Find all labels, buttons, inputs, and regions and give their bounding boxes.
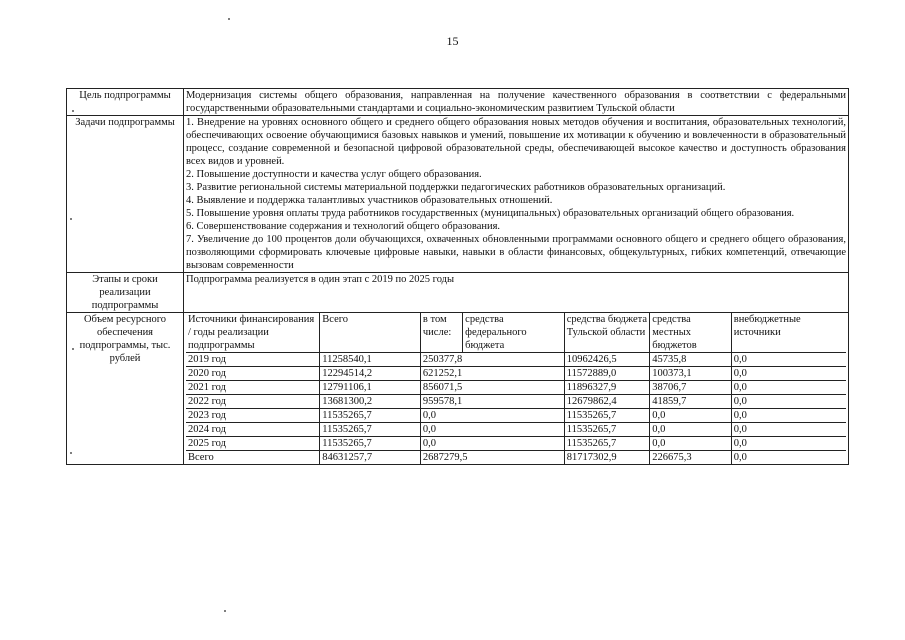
task-item: 4. Выявление и поддержка талантливых участников образовательных отношений. (186, 195, 553, 206)
funding-data-row (186, 423, 846, 437)
cell-local: 38706,7 (650, 381, 731, 395)
tasks-list (184, 116, 849, 273)
cell-extra: 0,0 (731, 381, 846, 395)
task-item: 5. Повышение уровня оплаты труда работников государственных (муниципальных) образовательных организаций общего образования. (186, 208, 795, 219)
cell-extra: 0,0 (731, 409, 846, 423)
header-source: Источники финансирования / годы реализации подпрограммы (186, 313, 320, 353)
cell-year: 2025 год (186, 437, 320, 451)
funding-data-row (186, 409, 846, 423)
cell-federal: 0,0 (420, 437, 564, 451)
funding-total-row (186, 451, 846, 465)
cell-year: 2021 год (186, 381, 320, 395)
cell-federal: 0,0 (420, 409, 564, 423)
cell-total: 11535265,7 (320, 409, 421, 423)
cell-total: 11535265,7 (320, 423, 421, 437)
cell-local: 100373,1 (650, 367, 731, 381)
tasks-row (67, 116, 849, 273)
funding-data-row (186, 367, 846, 381)
scan-speck (228, 18, 230, 20)
cell-federal: 0,0 (420, 423, 564, 437)
cell-extra: 0,0 (731, 451, 846, 465)
cell-extra: 0,0 (731, 423, 846, 437)
scan-speck (224, 610, 226, 612)
stages-row (67, 273, 849, 313)
cell-regional: 11535265,7 (564, 423, 650, 437)
cell-extra: 0,0 (731, 395, 846, 409)
funding-table-cell (184, 313, 849, 465)
cell-local: 41859,7 (650, 395, 731, 409)
cell-extra: 0,0 (731, 367, 846, 381)
cell-local: 0,0 (650, 437, 731, 451)
page-number: 15 (446, 34, 459, 48)
scan-speck (72, 110, 74, 112)
header-extra: внебюджетные источники (731, 313, 846, 353)
header-including: в том числе: (420, 313, 462, 353)
task-item: 3. Развитие региональной системы материальной поддержки педагогических работников образовательных организаций. (186, 182, 726, 193)
cell-regional: 81717302,9 (564, 451, 650, 465)
cell-total: 84631257,7 (320, 451, 421, 465)
scan-speck (70, 452, 72, 454)
cell-local: 0,0 (650, 409, 731, 423)
funding-table (186, 313, 846, 464)
goal-label: Цель подпрограммы (67, 89, 184, 116)
stages-label: Этапы и сроки реализации подпрограммы (67, 273, 184, 313)
cell-local: 45735,8 (650, 353, 731, 367)
cell-year: 2024 год (186, 423, 320, 437)
cell-total: 12294514,2 (320, 367, 421, 381)
cell-total: 11258540,1 (320, 353, 421, 367)
scan-speck (70, 218, 72, 220)
funding-header-row (186, 313, 846, 353)
funding-data-row (186, 437, 846, 451)
cell-total: 12791106,1 (320, 381, 421, 395)
task-item: 2. Повышение доступности и качества услуг общего образования. (186, 169, 482, 180)
cell-total: 11535265,7 (320, 437, 421, 451)
funding-row (67, 313, 849, 465)
task-item: 1. Внедрение на уровнях основного общего и среднего общего образования новых методов обучения и воспитания, образовательных технологий, обеспечивающих освоение обучающимися базовых навыков и умений, повышение их мотивации к обучению и вовлеченности в образовательный процесс, создание современной и безопасной цифровой образовательной среды, обеспечивающей высокое качество и доступность образования всех видов и уровней. (186, 117, 846, 167)
cell-local: 0,0 (650, 423, 731, 437)
cell-federal: 250377,8 (420, 353, 564, 367)
funding-data-row (186, 395, 846, 409)
cell-regional: 11896327,9 (564, 381, 650, 395)
goal-row (67, 89, 849, 116)
funding-data-row (186, 381, 846, 395)
passport-table (66, 88, 849, 465)
cell-total: 13681300,2 (320, 395, 421, 409)
cell-regional: 11535265,7 (564, 409, 650, 423)
cell-local: 226675,3 (650, 451, 731, 465)
scan-speck (72, 348, 74, 350)
cell-year: Всего (186, 451, 320, 465)
header-federal: средства федерального бюджета (463, 313, 565, 353)
header-regional: средства бюджета Тульской области (564, 313, 650, 353)
funding-label: Объем ресурсного обеспечения подпрограммы, тыс. рублей (67, 313, 184, 465)
cell-federal: 621252,1 (420, 367, 564, 381)
cell-extra: 0,0 (731, 437, 846, 451)
header-local: средства местных бюджетов (650, 313, 731, 353)
task-item: 7. Увеличение до 100 процентов доли обучающихся, охваченных обновленными программами основного общего и среднего общего образования, позволяющими сформировать ключевые цифровые навыки, навыки в области финансовых, общекультурных, гибких компетенций, отвечающие вызовам современности (186, 234, 846, 271)
tasks-label: Задачи подпрограммы (67, 116, 184, 273)
cell-federal: 856071,5 (420, 381, 564, 395)
cell-federal: 2687279,5 (420, 451, 564, 465)
cell-year: 2019 год (186, 353, 320, 367)
cell-regional: 10962426,5 (564, 353, 650, 367)
goal-text: Модернизация системы общего образования, направленная на получение качественного образования в соответствии с федеральными государственными образовательными стандартами и социально-экономическим развитием Тульской области (184, 89, 849, 116)
cell-year: 2020 год (186, 367, 320, 381)
cell-year: 2022 год (186, 395, 320, 409)
cell-regional: 11572889,0 (564, 367, 650, 381)
task-item: 6. Совершенствование содержания и технологий общего образования. (186, 221, 501, 232)
cell-regional: 11535265,7 (564, 437, 650, 451)
funding-data-row (186, 353, 846, 367)
cell-federal: 959578,1 (420, 395, 564, 409)
cell-regional: 12679862,4 (564, 395, 650, 409)
stages-text: Подпрограмма реализуется в один этап с 2019 по 2025 годы (184, 273, 849, 313)
cell-year: 2023 год (186, 409, 320, 423)
cell-extra: 0,0 (731, 353, 846, 367)
header-total: Всего (320, 313, 421, 353)
